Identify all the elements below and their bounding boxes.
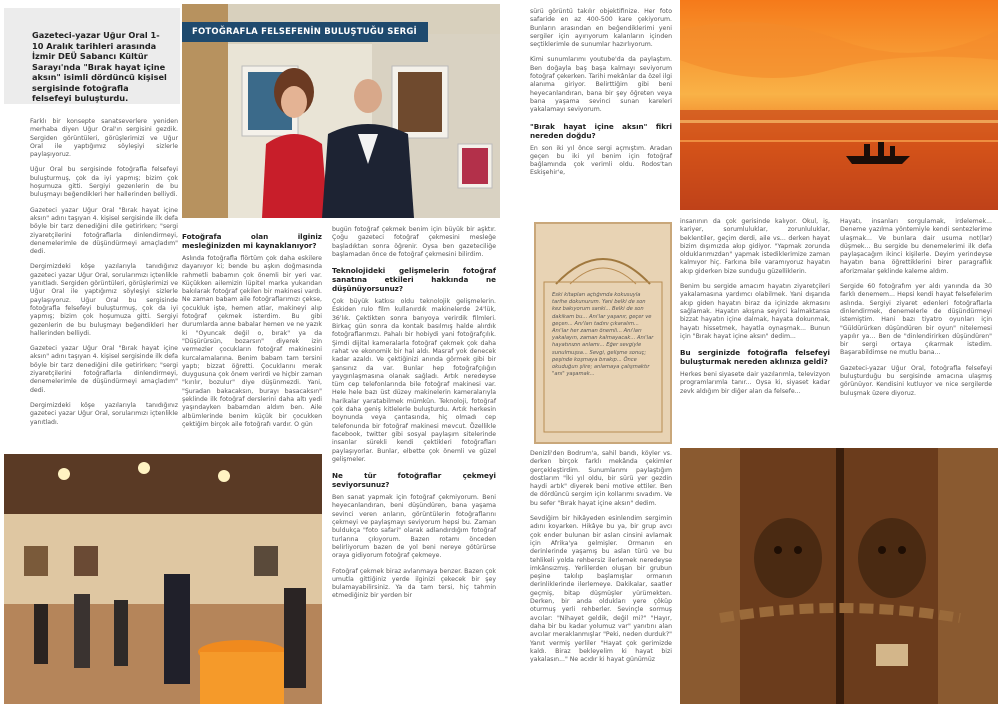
paragraph: Farklı bir konsepte sanatseverlere yeniden merhaba diyen Uğur Oral'ın sergisini gezdik. Sergiden görüntüleri, görüşlerimizi ve Uğur Oral ile yaptığımız söyleşiyi sizlerle paylaşıyoruz. [30,118,178,159]
paragraph: Çok büyük katkısı oldu teknolojik gelişmelerin. Eskiden rulo film kullanırdık makinelerde 24'lük, 36'lık. Çektikten sonra banyoya verirdik filmleri. Birkaç gün sonra da kontak basılmış halde alırdık fotoğraflarımızı. Pahalı bir hobiydi yani fotoğrafçılık. Şimdi dijital kameralarla fotoğraf çekmek çok daha rahat ve ekonomik bir hal aldı. Masraf yok denecek kadar azaldı. Ve çektiğinizi anında görmek gibi bir şansınız da var. Bunlar hep fotoğrafçılığın yaygınlaşmasına olanak sağladı. Artık neredeyse tüm cep telefonlarında bile fotoğraf makinesi var. Hele hele bazı üst düzey makinelerin kameralarıyla harikalar yaratabilmek mümkün. Teknoloji, fotoğraf çok daha geniş kitlelerle buluşturdu. Artık herkesin boynunda veya çantasında, hiç olmadı cep telefonunda bir fotoğraf makinesi mevcut. Özellikle facebook, twitter gibi sosyal paylaşım sitelerinde insanlar sürekli kendi çektikleri fotoğrafları paylaşıyorlar. Bunlar, elbette çok önemli ve güzel gelişmeler. [332,298,496,463]
paragraph: bugün fotoğraf çekmek benim için büyük bir aşktır. Çoğu gazeteci fotoğraf çekmesini mesleğe başladıktan sonra öğrenir. Oysa ben gazeteciliğe başlamadan önce de fotoğraf çekmesini bilirdim. [332,226,496,258]
paragraph: Gazeteci yazar Uğur Oral "Bırak hayat içine aksın" adını taşıyan 4. kişisel sergisinde ilk defa böyle bir tarz denediğini dile getirirken; "sergi ziyaretçilerini fotoğraflarla dinlendirmeyi, denemelerimle de düşündürmeyi amaçladım" dedi. [30,345,178,394]
exhibition-crowd-photo [4,454,322,704]
column-4 [530,8,672,185]
column-2 [182,226,322,436]
paragraph: En son iki yıl önce sergi açmıştım. Aradan geçen bu iki yıl benim için fotoğraf bağlamında çok verimli oldu. Rodos'tan Eskişehir'e, [530,144,672,177]
paragraph: Hayatı, insanları sorgulamak, irdelemek... Deneme yazılma yöntemiyle kendi sentezlerime ulaşmak... Ve bunlara dair usuma not(lar) düşmek... Bu sergide bu denemelerimi ilk defa paylaşacağım ikinci kişilerle. Deyim yerindeyse hayatın bana öğrettiklerini birer paragraflık aforizmalar şeklinde kaleme aldım. [840,218,992,275]
column-3 [332,226,496,608]
paragraph: Uğur Oral bu sergisinde fotoğrafla felsefeyi buluşturmuş, çok da iyi yapmış; bizim çok hoşumuza gitti. Sergiyi gezenlerin de bu buluşmayı beğendikleri her hallerinden belliydi. [30,166,178,199]
paragraph: Dergimizdeki köşe yazılarıyla tanıdığınız gazeteci yazar Uğur Oral, sorularımızı içtenlikle yanıtladı. [30,401,178,426]
paragraph: Herkes beni siyasete dair yazılarımla, televizyon programlarımla tanır... Oysa ki, siyaset kadar zevk aldığım bir diğer alan da felsefe... [680,371,830,395]
paragraph: Fotoğraf çekmek biraz avlanmaya benzer. Bazen çok umutla gittiğiniz yerde ilginizi çekecek bir şey bulamayabilirsiniz. Ya da tam tersi, hiç tahmin etmediğiniz bir yerden bir [332,567,496,600]
paragraph: Gazeteci yazar Uğur Oral "Bırak hayat içine aksın" adını taşıyan 4. kişisel sergisinde ilk defa böyle bir tarz denediğini dile getirirken; "sergi ziyaretçilerini fotoğraflarla dinlendirmeyi, denemelerimle de düşündürmeyi amaçladım" dedi. [30,206,178,256]
paragraph: Gazeteci-yazar Uğur Oral, fotoğrafla felsefeyi buluşturduğu bu sergisinde amacına ulaşmış görünüyor. Kendisini kutluyor ve nice sergilerde buluşmak üzere diyoruz. [840,364,992,397]
paragraph: Dergimizdeki köşe yazılarıyla tanıdığınız gazeteci yazar Uğur Oral, sorularımızı içtenlikle yanıtladı. Sergiden görüntüleri, görüşlerimizi ve Uğur Oral ile yaptığımız söyleşiyi sizlerle paylaşıyoruz. Uğur Oral bu sergisinde fotoğrafla felsefeyi buluşturmuş, çok da iyi yapmış; bizim çok hoşumuza gitti. Sergiyi gezenlerin de bu buluşmayı beğendikleri her hallerinden belliydi. [30,263,178,337]
paragraph: Denizli'den Bodrum'a, sahil bandı, köyler vs. derken birçok farklı mekânda çekimler gerçekleştirdim. Sunumlarımı paylaştığım dostlarım "İki yıl oldu, bir sürü yer gezdin haydi artık" diyerek beni motive ettiler. Ben de dördüncü sergim için kollarımı sıvadım. Ve bu sefer "Bırak hayat içine aksın" dedim. [530,450,672,507]
sunset-boat-photo [680,0,998,210]
question-heading: Ne tür fotoğraflar çekmeyi seviyorsunuz? [332,471,496,490]
poem-text: Eski kitapları açtığımda kokusuyla tarihe dokunurum. Yani belki de son kez bakıyorum sanki... Belki de son dakikam bu... Anı'lar yaşanır, geçer ve geçen... Anı'ları tadını çıkaralım... Anı'lar her zaman önemli... Anı'ları yakalayın, zaman kalmayacak... Anı'lar hayatınızın anlamı... Eğer sevgiyle sunulmuşsa... Sevgi, gelişme sonuç; peşinde koşmaya bırakıp... Önce okuduğun şiire; anlamaya çalışmaktır "anı" yaşamak... [552,292,654,378]
question-heading: Teknolojideki gelişmelerin fotoğraf sanatına etkileri hakkında ne düşünüyorsunuz? [332,266,496,294]
column-6 [840,218,992,405]
lead-paragraph: Gazeteci-yazar Uğur Oral 1-10 Aralık tarihleri arasında İzmir DEÜ Sabancı Kültür Sarayı'nda "Bırak hayat içine aksın" isimli dördüncü kişisel sergisinde fotoğrafla felsefeyi buluşturdu. [4,8,180,104]
paragraph: Kimi sunumlarımı youtube'da da paylaştım. Ben doğayla baş başa kalmayı seviyorum fotoğraf çekerken. Tarihi mekânlar da özel ilgi alanıma giriyor. Belirttiğim gibi beni heyecanlandıran, bana bir şey öğreten veya bana yaşama sevinci sunan kareleri yakalamayı seviyorum. [530,56,672,114]
carved-door-photo [680,448,998,704]
article-title-banner: FOTOĞRAFLA FELSEFENİN BULUŞTUĞU SERGİ [182,22,428,42]
paragraph: sürü görüntü takılır objektifinize. Her foto safaride en az 400-500 kare çekiyorum. Bunların arasından en beğendiklerimi yeni sergiler için ayırıyorum kalanların içinden seçtiklerimle de sunumlar hazırlıyorum. [530,8,672,49]
paragraph: Ben sanat yapmak için fotoğraf çekmiyorum. Beni heyecanlandıran, beni düşündüren, bana yaşama sevinci veren anların, görüntülerin fotoğraflarını çekmeyi ve paylaşmayı seviyorum hepsi bu. Zaman buldukça "foto safari" olarak adlandırdığım fotoğraf turlarına çıkıyorum. Bazen rotamı önceden belirliyorum bazen de yol beni nereye götürürse oraya gidiyorum fotoğraf çekmeye. [332,494,496,560]
column-5 [680,218,830,403]
paragraph: insanının da çok gerisinde kalıyor. Okul, iş, kariyer, sorumluluklar, zorunluluklar, beklentiler, geçim derdi, aile vs... derken hayat bizim dışımızda akıp gidiyor. "Yapmak zorunda olduklarımızdan" yapmak istediklerimize zaman kalmıyor hiç. Farkına bile varamıyoruz hayatın akıp giderken bize sunduğu güzelliklerin. [680,218,830,275]
question-heading: Fotoğrafa olan ilginiz mesleğinizden mi kaynaklanıyor? [182,232,322,250]
column-1 [30,118,178,434]
paragraph: Benim bu sergide amacım hayatın ziyaretçileri yakalamasına yardımcı olabilmek. Yani dışarıda akıp giden hayatın biraz da içinizde akmasını sağlamak. Hayatın akışına seyirci kalmaktansa bizzat hayatın içine dalmak, hayata dokunmak, hayatı hissetmek, hayatla oynaşmak... Bunun için "Bırak hayat içine aksın" dedim... [680,283,830,340]
paragraph: Aslında fotoğrafla flörtüm çok daha eskilere dayanıyor ki; bende bu aşkın doğmasında rahmetli babamın çok önemli bir yeri var. Küçükken ailemizin lüpitel marka yukarıdan bakılarak fotoğraf çekilen bir makinesi vardı. Ne zaman babam aile fotoğraflarımızı çekse, çocukluk işte, hemen atlar, makineyi alıp fotoğraf çekmek isterdim. Bu gibi durumlarda anne babalar hemen ve ne yazık ki "Oyuncak değil o, bırak" ya da "Düşürürsün, bozarsın" diyerek izin vermezler çocukların fotoğraf makinesini kurcalamalarına. Benim babam tam tersini yaptı; bizzat öğretti. Çocuklarını merak duygusuna çok önem verirdi ve hiçbir zaman "kırılır, bozulur" diye düşünmezdi. Yani, "Şuradan bakacaksın, burayı basacaksın" şeklinde ilk fotoğraf derslerini daha altı yedi yaşındayken babamdan aldım ben. Aile albümlerinde benim küçük bir çocukken çektiğim birçok aile fotoğrafı vardır. O gün [182,255,322,428]
poem-card-image [534,222,672,444]
question-heading: Bu serginizde fotoğrafla felsefeyi buluşturmak nereden aklınıza geldi? [680,348,830,367]
column-4-continued [530,450,672,671]
paragraph: Sevdiğim bir hikâyeden esinlendim sergimin adını koyarken. Hikâye bu ya, bir grup avcı çok ender bulunan bir aslan cinsini avlamak için Afrika'ya gelmişler. Ormanın en derinlerinde yaşamış bu aslan türü ve bu tehlikeli yolda rehbersiz ilerlemek neredeyse imkânsızmış. Yerlilerden oluşan bir grubun peşine takılıp başlamışlar ormanın derinliklerinde ilerlemeye. Dakikalar, saatler geçmiş, bitap düşmüşler yürümekten. Derken, bir anda oldukları yere çöküp oturmuş yerli rehberler. Sevinçle sormuş avcılar: "Nihayet geldik, değil mi?" "Hayır, daha bir bu kadar yolumuz var" yanıtını alan avcılar meraklanmışlar "Peki, neden durduk?" Yanıt vermiş yerliler "Hayat çok gerimizde kaldı. Biraz bekleyelim ki hayat bizi yakalasın..." Ne acıdır ki hayat günümüz [530,515,672,664]
question-heading: "Bırak hayat içine aksın" fikri nereden doğdu? [530,121,672,140]
paragraph: Sergide 60 fotoğrafım yer aldı yanında da 30 farklı denemem... Hepsi kendi hayat felsefelerim aslında. Sergiyi ziyaret edenleri fotoğraflarla dinlendirmek, denemelerle de düşündürmeyi istemiştim. Hani bazı tiyatro oyunları için "Güldürürken düşündüren bir oyun" nitelemesi yapılır ya... Ben de "dinlendirirken düşündüren" bir sergi ortaya çıkarmak istedim. Başarabildimse ne mutlu bana... [840,283,992,357]
